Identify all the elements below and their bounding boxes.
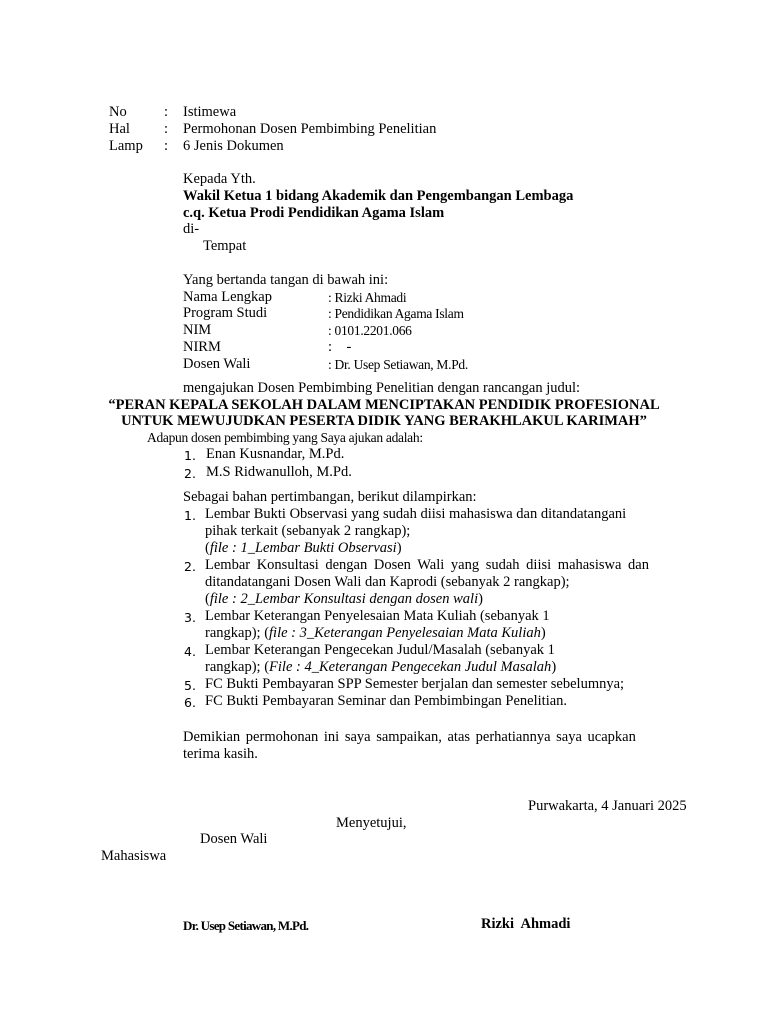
mahasiswa-name: Rizki Ahmadi bbox=[481, 916, 571, 932]
attachment-3-file: file : 3_Keterangan Penyelesaian Mata Kuliah bbox=[269, 625, 541, 641]
recipient-di: di- bbox=[183, 221, 200, 237]
attachment-3-line2: rangkap); bbox=[205, 625, 261, 641]
no-value: Istimewa bbox=[183, 104, 237, 120]
attachment-2-line1: Lembar Konsultasi dengan Dosen Wali yang sudah diisi mahasiswa dan bbox=[205, 557, 649, 573]
attachment-num-6: 6. bbox=[184, 695, 196, 710]
place-date: Purwakarta, 4 Januari 2025 bbox=[528, 798, 687, 814]
attachment-1-line2: pihak terkait (sebanyak 2 rangkap); bbox=[205, 523, 411, 539]
no-label: No bbox=[109, 104, 127, 120]
attachment-4-line2: rangkap); bbox=[205, 659, 261, 675]
attachment-5-line1: FC Bukti Pembayaran SPP Semester berjalan dan semester sebelumnya; bbox=[205, 676, 625, 692]
attachment-num-5: 5. bbox=[184, 678, 196, 693]
mahasiswa-label: Mahasiswa bbox=[101, 848, 167, 864]
attachment-6-line1: FC Bukti Pembayaran Seminar dan Pembimbingan Penelitian. bbox=[205, 693, 568, 709]
attachment-2-file: file : 2_Lembar Konsultasi dengan dosen wali bbox=[209, 591, 479, 607]
proposal-intro: mengajukan Dosen Pembimbing Penelitian dengan rancangan judul: bbox=[183, 380, 581, 396]
attachment-1-file-line: (file : 1_Lembar Bukti Observasi) bbox=[205, 540, 402, 556]
advisor-intro: Adapun dosen pembimbing yang Saya ajukan adalah: bbox=[147, 430, 423, 445]
proposal-title-line1: “PERAN KEPALA SEKOLAH DALAM MENCIPTAKAN PENDIDIK PROFESIONAL bbox=[108, 397, 660, 413]
identity-value-name: : Rizki Ahmadi bbox=[328, 290, 407, 305]
approve-label: Menyetujui, bbox=[336, 815, 407, 831]
advisor-name-2: M.S Ridwanulloh, M.Pd. bbox=[206, 464, 352, 480]
identity-value-dosen-wali: : Dr. Usep Setiawan, M.Pd. bbox=[328, 357, 468, 372]
lamp-sep: : bbox=[164, 138, 169, 154]
attachment-1-line1: Lembar Bukti Observasi yang sudah diisi mahasiswa dan ditandatangani bbox=[205, 506, 627, 522]
attachment-3-line2-wrap: rangkap); (file : 3_Keterangan Penyelesaian Mata Kuliah) bbox=[205, 625, 546, 641]
dosen-wali-name: Dr. Usep Setiawan, M.Pd. bbox=[183, 918, 309, 933]
attachment-4-file: File : 4_Keterangan Pengecekan Judul Masalah bbox=[269, 659, 552, 675]
proposal-title-line2: UNTUK MEWUJUDKAN PESERTA DIDIK YANG BERAKHLAKUL KARIMAH” bbox=[121, 413, 647, 429]
identity-value-nirm: : - bbox=[328, 339, 352, 355]
attachment-num-4: 4. bbox=[184, 644, 196, 659]
lamp-label: Lamp bbox=[109, 138, 143, 154]
attachment-3-line1: Lembar Keterangan Penyelesaian Mata Kuliah (sebanyak 1 bbox=[205, 608, 550, 624]
identity-value-nim: : 0101.2201.066 bbox=[328, 323, 412, 338]
closing-line1: Demikian permohonan ini saya sampaikan, atas perhatiannya saya ucapkan bbox=[183, 729, 636, 745]
dosen-wali-label: Dosen Wali bbox=[200, 831, 268, 847]
hal-value: Permohonan Dosen Pembimbing Penelitian bbox=[183, 121, 437, 137]
attachment-2-line2: ditandatangani Dosen Wali dan Kaprodi (sebanyak 2 rangkap); bbox=[205, 574, 570, 590]
identity-label-dosen-wali: Dosen Wali bbox=[183, 356, 251, 372]
no-sep: : bbox=[164, 104, 169, 120]
hal-sep: : bbox=[164, 121, 169, 137]
recipient-place: Tempat bbox=[203, 238, 247, 254]
attachment-num-1: 1. bbox=[184, 508, 196, 523]
attachment-4-line1: Lembar Keterangan Pengecekan Judul/Masalah (sebanyak 1 bbox=[205, 642, 555, 658]
advisor-num-2: 2. bbox=[184, 466, 196, 481]
advisor-name-1: Enan Kusnandar, M.Pd. bbox=[206, 446, 345, 462]
attachments-intro: Sebagai bahan pertimbangan, berikut dilampirkan: bbox=[183, 489, 477, 505]
recipient-line1: Wakil Ketua 1 bidang Akademik dan Pengembangan Lembaga bbox=[183, 188, 574, 204]
attachment-num-3: 3. bbox=[184, 610, 196, 625]
attachment-1-file: file : 1_Lembar Bukti Observasi bbox=[209, 540, 397, 556]
attachment-num-2: 2. bbox=[184, 559, 196, 574]
hal-label: Hal bbox=[109, 121, 130, 137]
identity-label-name: Nama Lengkap bbox=[183, 289, 272, 305]
advisor-num-1: 1. bbox=[184, 448, 196, 463]
recipient-line2: c.q. Ketua Prodi Pendidikan Agama Islam bbox=[183, 205, 445, 221]
attachment-2-file-line: (file : 2_Lembar Konsultasi dengan dosen wali) bbox=[205, 591, 483, 607]
identity-label-nirm: NIRM bbox=[183, 339, 221, 355]
identity-label-nim: NIM bbox=[183, 322, 212, 338]
identity-label-program: Program Studi bbox=[183, 305, 268, 321]
identity-intro: Yang bertanda tangan di bawah ini: bbox=[183, 272, 389, 288]
identity-value-program: : Pendidikan Agama Islam bbox=[328, 306, 464, 321]
attachment-4-line2-wrap: rangkap); (File : 4_Keterangan Pengecekan Judul Masalah) bbox=[205, 659, 557, 675]
lamp-value: 6 Jenis Dokumen bbox=[183, 138, 284, 154]
recipient-greeting: Kepada Yth. bbox=[183, 171, 256, 187]
closing-line2: terima kasih. bbox=[183, 746, 258, 762]
